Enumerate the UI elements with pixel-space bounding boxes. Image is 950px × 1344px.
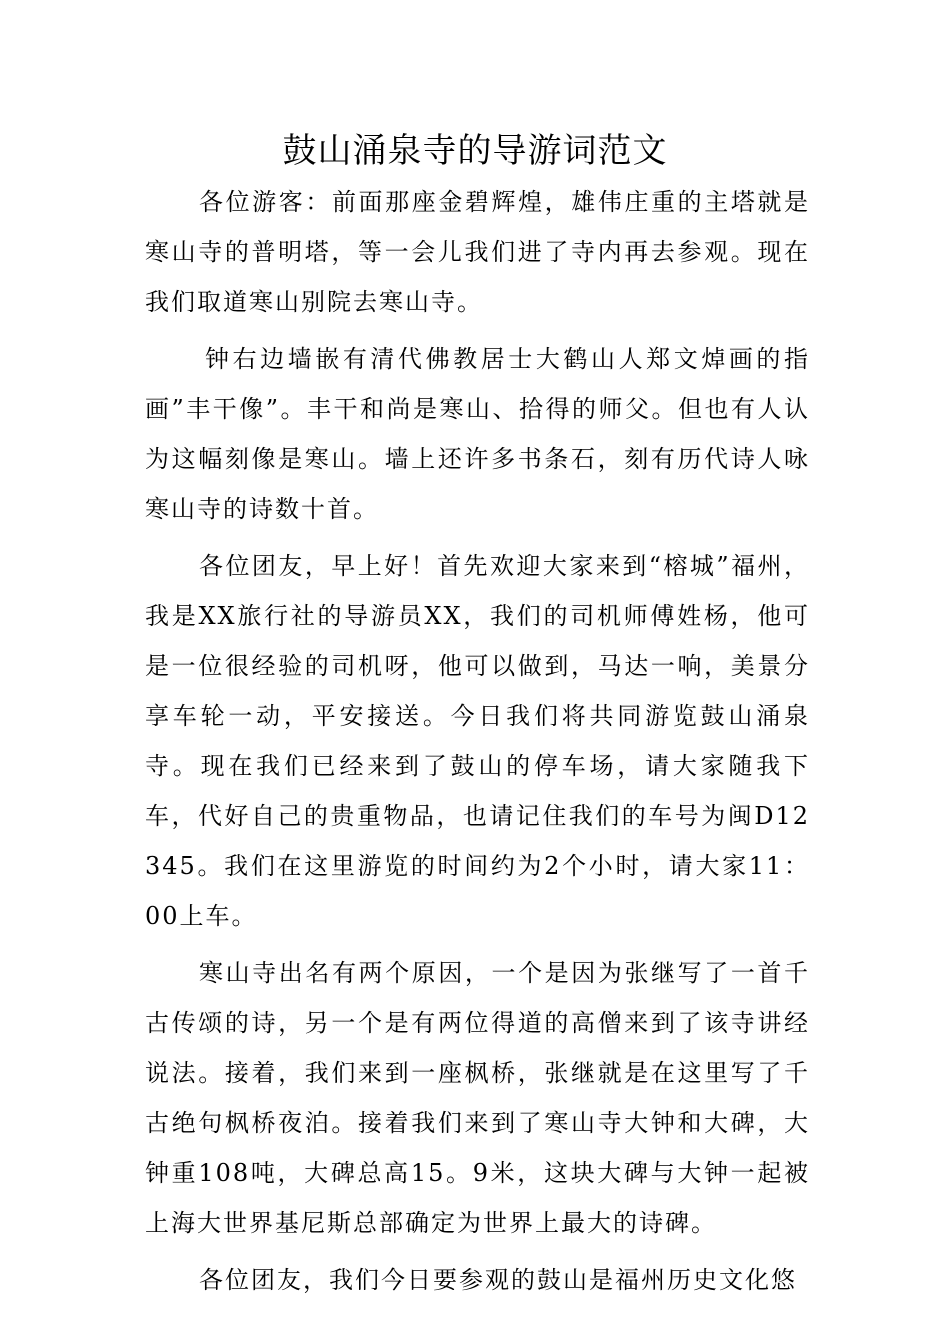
document-title: 鼓山涌泉寺的导游词范文 (282, 131, 668, 171)
paragraph-1: 各位游客：前面那座金碧辉煌，雄伟庄重的主塔就是寒山寺的普明塔，等一会儿我们进了寺内再去参观。现在我们取道寒山别院去寒山寺。 (145, 188, 810, 316)
document-body (145, 177, 810, 1312)
paragraph-4: 寒山寺出名有两个原因，一个是因为张继写了一首千古传颂的诗，另一个是有两位得道的高僧来到了该寺讲经说法。接着，我们来到一座枫桥，张继就是在这里写了千古绝句枫桥夜泊。接着我们来到了寒山寺大钟和大碑，大钟重108吨，大碑总高15。9米，这块大碑与大钟一起被上海大世界基尼斯总部确定为世界上最大的诗碑。 (145, 959, 810, 1237)
paragraph-5: 各位团友，我们今日要参观的鼓山是福州历史文化悠 (199, 1266, 797, 1294)
paragraph-3: 各位团友，早上好！首先欢迎大家来到“榕城”福州，我是XX旅行社的导游员XX，我们的司机师傅姓杨，他可是一位很经验的司机呀，他可以做到，马达一响，美景分享车轮一动，平安接送。今日我们将共同游览鼓山涌泉寺。现在我们已经来到了鼓山的停车场，请大家随我下车，代好自己的贵重物品，也请记住我们的车号为闽D12345。我们在这里游览的时间约为2个小时，请大家11：00上车。 (145, 552, 810, 930)
paragraph-2: 钟右边墙嵌有清代佛教居士大鹤山人郑文焯画的指画”丰干像”。丰干和尚是寒山、拾得的师父。但也有人认为这幅刻像是寒山。墙上还许多书条石，刻有历代诗人咏寒山寺的诗数十首。 (145, 345, 810, 523)
